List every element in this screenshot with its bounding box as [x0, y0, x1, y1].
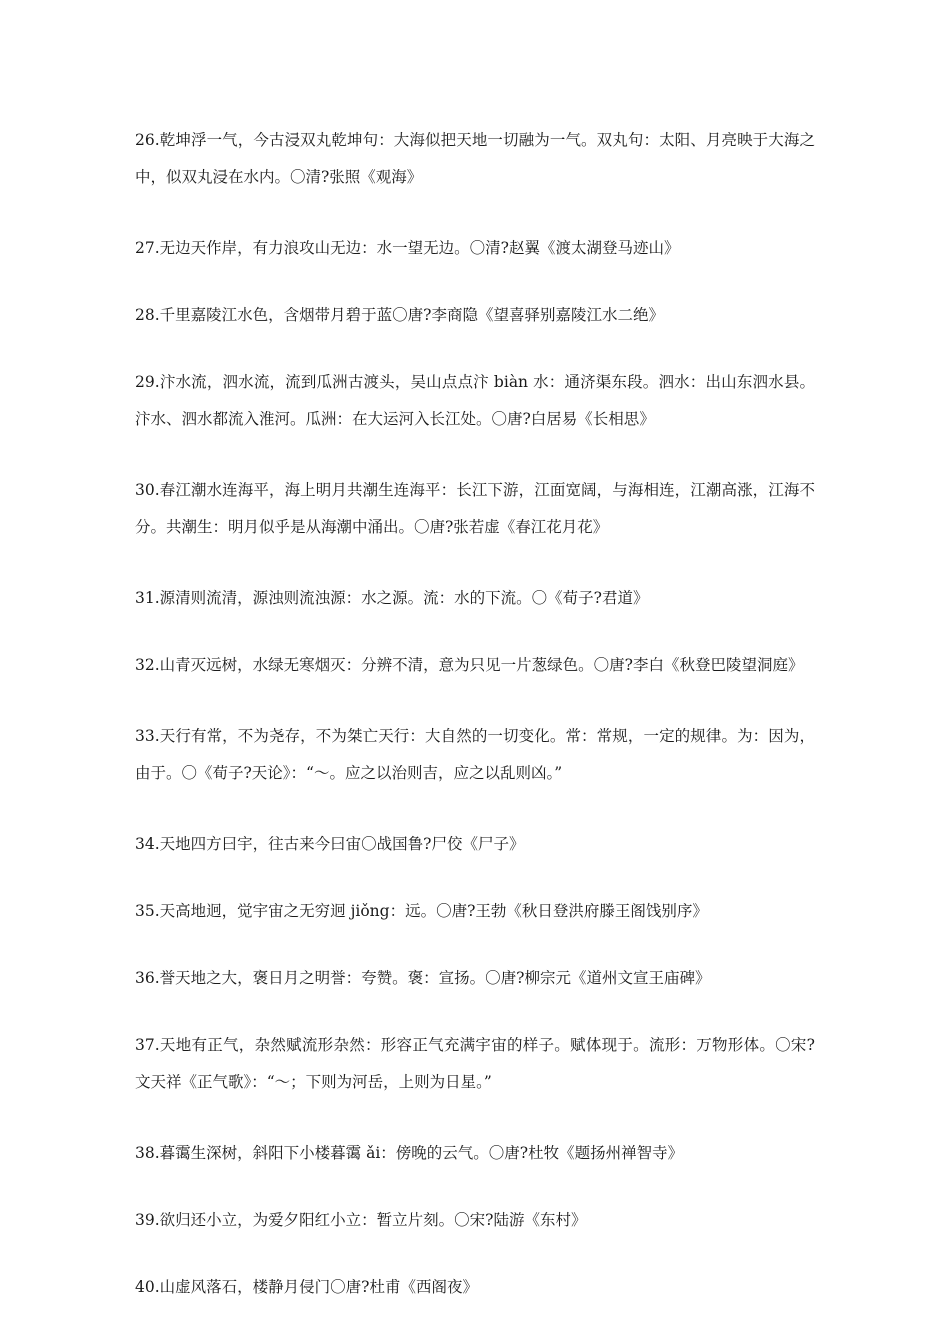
list-item: 40.山虚风落石，楼静月侵门〇唐?杜甫《西阁夜》 — [135, 1278, 478, 1296]
entry-list — [135, 122, 815, 1336]
list-item: 30.春江潮水连海平，海上明月共潮生连海平：长江下游，江面宽阔，与海相连，江潮高涨，江海不分。共潮生：明月似乎是从海潮中涌出。〇唐?张若虚《春江花月花》 — [135, 481, 815, 536]
list-item: 33.天行有常，不为尧存，不为桀亡天行：大自然的一切变化。常：常规，一定的规律。为：因为，由于。〇《荀子?天论》：“～。应之以治则吉，应之以乱则凶。” — [135, 727, 815, 782]
list-item: 34.天地四方曰宇，往古来今曰宙〇战国鲁?尸佼《尸子》 — [135, 835, 525, 853]
list-item: 27.无边天作岸，有力浪攻山无边：水一望无边。〇清?赵翼《渡太湖登马迹山》 — [135, 239, 680, 257]
list-item: 31.源清则流清，源浊则流浊源：水之源。流：水的下流。〇《荀子?君道》 — [135, 589, 649, 607]
list-item: 35.天高地迥，觉宇宙之无穷迥 jiǒng：远。〇唐?王勃《秋日登洪府滕王阁饯别序》 — [135, 902, 708, 920]
list-item: 26.乾坤浮一气，今古浸双丸乾坤句：大海似把天地一切融为一气。双丸句：太阳、月亮映于大海之中，似双丸浸在水内。〇清?张照《观海》 — [135, 131, 815, 186]
list-item: 38.暮霭生深树，斜阳下小楼暮霭 ǎi：傍晚的云气。〇唐?杜牧《题扬州禅智寺》 — [135, 1144, 684, 1162]
list-item: 37.天地有正气，杂然赋流形杂然：形容正气充满宇宙的样子。赋体现于。流形：万物形体。〇宋?文天祥《正气歌》：“～；下则为河岳，上则为日星。” — [135, 1036, 815, 1091]
list-item: 36.誉天地之大，褒日月之明誉：夸赞。褒：宣扬。〇唐?柳宗元《道州文宣王庙碑》 — [135, 969, 711, 987]
list-item: 32.山青灭远树，水绿无寒烟灭：分辨不清，意为只见一片葱绿色。〇唐?李白《秋登巴陵望洞庭》 — [135, 656, 804, 674]
list-item: 39.欲归还小立，为爱夕阳红小立：暂立片刻。〇宋?陆游《东村》 — [135, 1211, 587, 1229]
list-item: 28.千里嘉陵江水色，含烟带月碧于蓝〇唐?李商隐《望喜驿别嘉陵江水二绝》 — [135, 306, 664, 324]
list-item: 29.汴水流，泗水流，流到瓜洲古渡头，吴山点点汴 biàn 水：通济渠东段。泗水：出山东泗水县。汴水、泗水都流入淮河。瓜洲：在大运河入长江处。〇唐?白居易《长相思》 — [135, 373, 815, 428]
